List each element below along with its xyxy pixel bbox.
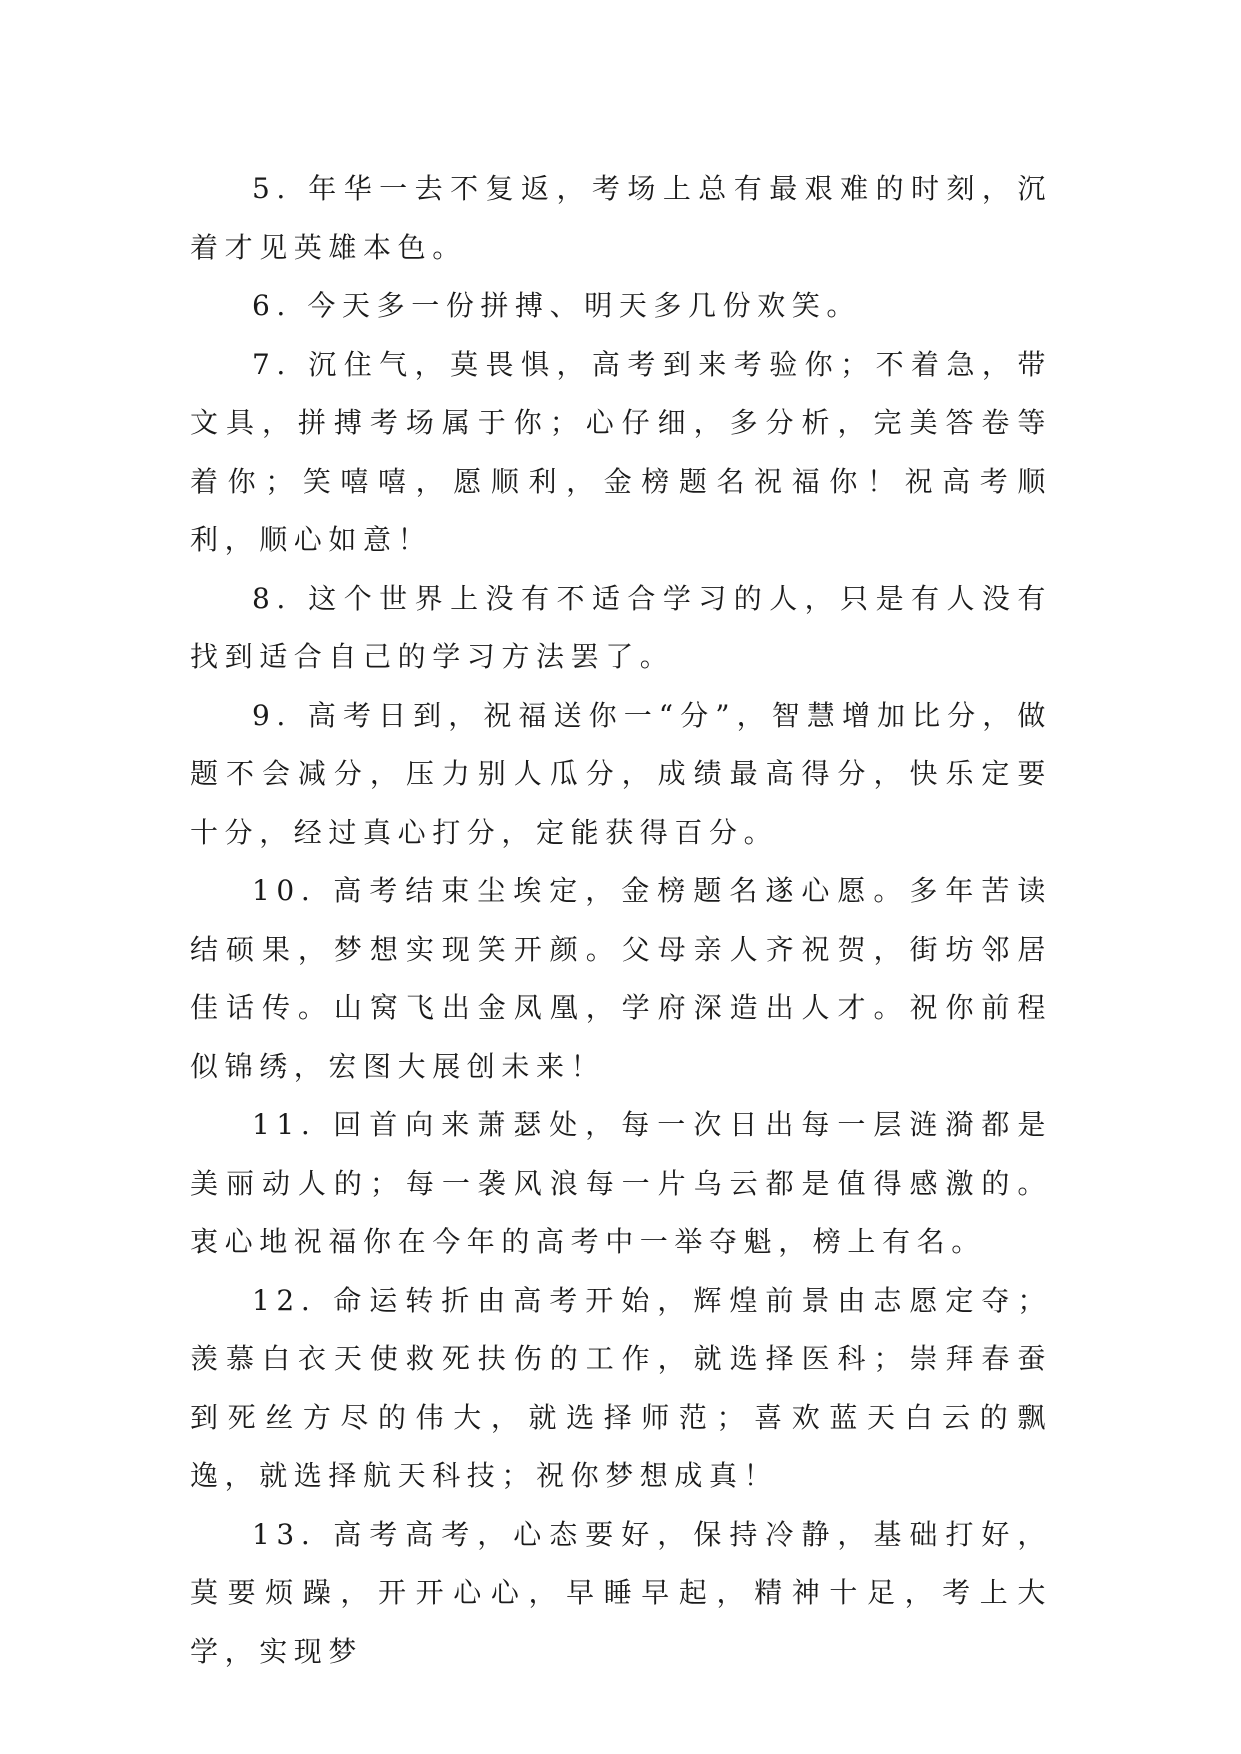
paragraph-item-10: 10. 高考结束尘埃定，金榜题名遂心愿。多年苦读结硕果，梦想实现笑开颜。父母亲人齐祝贺，街坊邻居佳话传。山窝飞出金凤凰，学府深造出人才。祝你前程似锦绣，宏图大展创未来！ bbox=[190, 874, 1052, 1083]
paragraph-item-12: 12. 命运转折由高考开始，辉煌前景由志愿定夺；羡慕白衣天使救死扶伤的工作，就选择医科；崇拜春蚕到死丝方尽的伟大，就选择师范；喜欢蓝天白云的飘逸，就选择航天科技；祝你梦想成真！ bbox=[190, 1283, 1052, 1492]
document-body bbox=[190, 160, 1052, 1681]
paragraph-item-5: 5. 年华一去不复返，考场上总有最艰难的时刻，沉着才见英雄本色。 bbox=[190, 172, 1052, 264]
paragraph-item-8: 8. 这个世界上没有不适合学习的人，只是有人没有找到适合自己的学习方法罢了。 bbox=[190, 581, 1052, 673]
paragraph-item-6: 6. 今天多一份拼搏、明天多几份欢笑。 bbox=[252, 289, 862, 322]
paragraph-item-11: 11. 回首向来萧瑟处，每一次日出每一层涟漪都是美丽动人的；每一袭风浪每一片乌云都是值得感激的。衷心地祝福你在今年的高考中一举夺魁，榜上有名。 bbox=[190, 1108, 1052, 1258]
paragraph-item-13: 13. 高考高考，心态要好，保持冷静，基础打好，莫要烦躁，开开心心，早睡早起，精神十足，考上大学，实现梦 bbox=[190, 1517, 1052, 1668]
paragraph-item-9: 9. 高考日到，祝福送你一“分”，智慧增加比分，做题不会减分，压力别人瓜分，成绩最高得分，快乐定要十分，经过真心打分，定能获得百分。 bbox=[190, 698, 1052, 849]
paragraph-item-7: 7. 沉住气，莫畏惧，高考到来考验你；不着急，带文具，拼搏考场属于你；心仔细，多分析，完美答卷等着你；笑嘻嘻，愿顺利，金榜题名祝福你！祝高考顺利，顺心如意！ bbox=[190, 347, 1052, 556]
